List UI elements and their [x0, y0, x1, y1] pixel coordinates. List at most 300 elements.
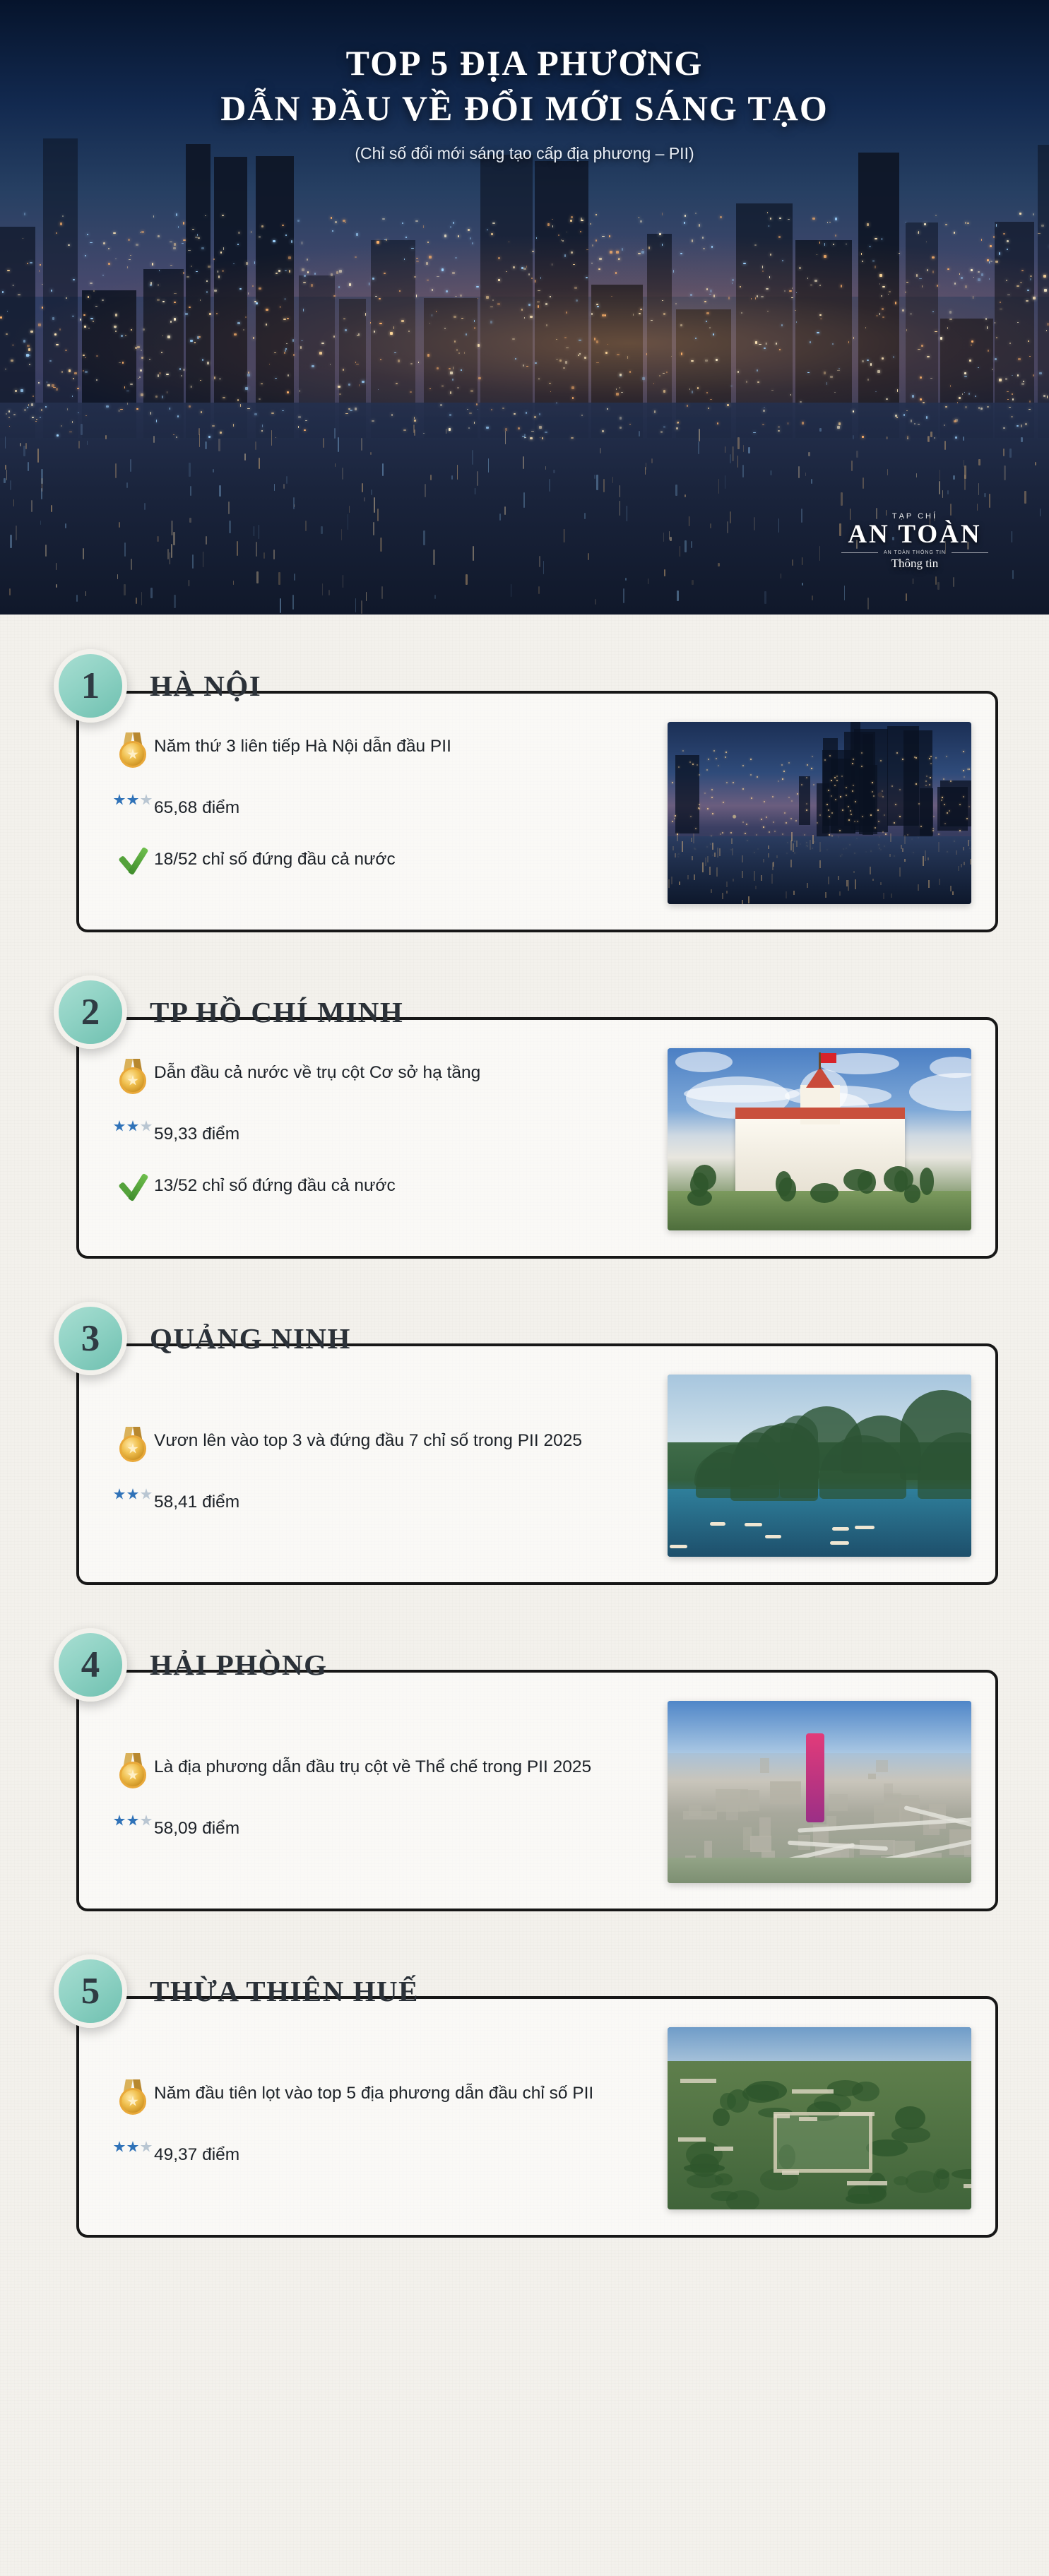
city-light	[24, 213, 26, 215]
city-light	[240, 404, 241, 407]
photo-reflection	[693, 833, 694, 843]
city-light	[995, 261, 998, 263]
city-light	[902, 309, 904, 312]
photo-urban-block	[829, 1794, 848, 1811]
water-reflection	[466, 574, 468, 585]
entry-header	[0, 973, 1049, 1051]
city-light	[571, 386, 574, 389]
city-light	[415, 220, 418, 222]
photo-light	[784, 812, 786, 814]
photo-reflection	[838, 876, 839, 880]
check-icon	[117, 845, 149, 875]
photo-light	[774, 831, 776, 832]
city-light	[663, 373, 665, 374]
photo-reflection	[880, 882, 882, 885]
city-light	[498, 279, 500, 282]
city-light	[838, 422, 841, 425]
water-reflection	[764, 591, 766, 604]
city-light	[62, 215, 64, 216]
city-light	[690, 294, 692, 296]
city-light	[518, 427, 520, 429]
water-reflection	[698, 441, 699, 454]
photo-light	[882, 796, 884, 797]
photo-karst	[780, 1415, 818, 1498]
water-reflection	[157, 536, 159, 542]
city-light	[283, 319, 286, 320]
photo-reflection	[786, 891, 787, 898]
photo-tree	[884, 1166, 913, 1191]
city-light	[528, 273, 529, 275]
city-light	[158, 374, 159, 377]
fact-icon-slot	[112, 1426, 154, 1464]
city-light	[454, 340, 456, 342]
photo-light	[872, 791, 873, 793]
water-reflection	[37, 449, 38, 463]
photo-light	[959, 830, 961, 831]
fact-list	[112, 1743, 653, 1841]
city-light	[922, 285, 923, 288]
water-reflection	[78, 441, 79, 449]
city-light	[453, 222, 454, 224]
photo-reflection	[904, 835, 906, 844]
city-light	[695, 338, 697, 339]
city-light	[832, 343, 833, 345]
city-light	[572, 397, 574, 399]
photo-light	[932, 828, 934, 829]
city-light	[732, 279, 734, 282]
city-light	[706, 392, 708, 393]
photo-reflection	[671, 877, 672, 885]
water-reflection	[856, 451, 858, 458]
fact-list	[112, 2069, 653, 2168]
city-light	[827, 222, 828, 223]
city-light	[757, 369, 759, 372]
city-light	[586, 249, 588, 251]
water-reflection	[218, 439, 220, 451]
city-light	[542, 437, 544, 439]
photo-light	[763, 826, 764, 828]
water-reflection	[906, 593, 907, 601]
city-light	[429, 256, 432, 259]
city-light	[954, 232, 955, 234]
water-reflection	[10, 480, 11, 490]
city-light	[478, 344, 480, 347]
photo-light	[716, 758, 717, 759]
city-light	[642, 249, 644, 250]
medal-icon	[117, 1753, 148, 1790]
city-light	[398, 360, 400, 362]
water-reflection	[801, 509, 802, 523]
fact-icon-slot	[112, 1120, 154, 1132]
city-light	[222, 215, 224, 216]
city-light	[1021, 270, 1024, 271]
logo-sub-text: Thông tin	[891, 557, 939, 570]
photo-light	[773, 821, 774, 823]
city-light	[538, 290, 540, 292]
photo-building	[714, 2147, 733, 2151]
water-reflection	[244, 453, 246, 461]
city-light	[680, 324, 682, 327]
city-light	[1021, 425, 1023, 427]
city-light	[646, 353, 647, 355]
city-light	[455, 296, 457, 297]
entry-card	[76, 1343, 998, 1585]
photo-cloud	[909, 1073, 971, 1111]
city-light	[478, 377, 481, 379]
photo-light	[790, 818, 792, 819]
photo-light	[885, 833, 887, 835]
city-light	[390, 332, 393, 335]
city-light	[530, 316, 533, 318]
photo-light	[807, 764, 808, 766]
photo-light	[935, 757, 937, 759]
water-reflection	[141, 592, 143, 606]
photo-image	[668, 1701, 971, 1883]
water-reflection	[819, 428, 822, 432]
photo-light	[836, 776, 838, 777]
fact-item	[112, 1120, 653, 1147]
city-light	[52, 317, 54, 320]
water-reflection	[664, 569, 665, 576]
fact-item	[112, 1171, 653, 1201]
city-light	[826, 382, 827, 385]
water-reflection	[1012, 570, 1014, 579]
city-light	[185, 313, 188, 315]
city-light	[841, 285, 842, 287]
photo-reflection	[755, 886, 757, 889]
city-light	[474, 422, 475, 424]
photo-light	[870, 814, 872, 816]
water-reflection	[523, 456, 524, 469]
city-light	[196, 271, 198, 272]
photo-reflection	[899, 867, 901, 877]
city-light	[149, 359, 151, 360]
city-light	[595, 239, 597, 242]
photo-reflection	[872, 879, 874, 881]
city-light	[96, 379, 97, 381]
water-reflection	[9, 588, 11, 595]
city-light	[408, 331, 410, 332]
city-light	[233, 424, 235, 427]
city-light	[24, 409, 25, 411]
water-reflection	[477, 471, 478, 487]
city-light	[602, 430, 604, 432]
photo-tree	[895, 2106, 925, 2130]
city-light	[84, 326, 86, 328]
photo-light	[764, 801, 765, 802]
photo-reflection	[742, 871, 743, 878]
water-reflection	[361, 600, 363, 615]
city-light	[996, 224, 997, 227]
city-light	[274, 352, 277, 353]
city-light	[467, 409, 469, 410]
city-light	[0, 316, 2, 319]
city-light	[940, 337, 943, 340]
city-light	[709, 294, 711, 295]
city-light	[136, 408, 138, 410]
city-light	[596, 362, 599, 363]
city-light	[720, 216, 722, 218]
city-light	[492, 222, 495, 224]
city-light	[416, 258, 418, 259]
water-reflection	[675, 485, 677, 496]
city-light	[659, 233, 661, 236]
fact-text: 65,68 điểm	[154, 798, 240, 817]
water-reflection	[228, 501, 230, 514]
water-reflection	[646, 463, 647, 470]
city-light	[331, 273, 333, 276]
water-reflection	[623, 588, 624, 604]
city-light	[423, 225, 425, 227]
city-light	[565, 361, 567, 364]
water-reflection	[770, 470, 771, 475]
city-light	[78, 412, 79, 413]
city-light	[246, 262, 248, 265]
medal-icon	[117, 732, 148, 769]
city-light	[237, 244, 239, 245]
photo-reflection	[848, 880, 849, 891]
city-light	[978, 271, 980, 273]
photo-tree	[776, 1171, 792, 1197]
city-light	[77, 388, 78, 389]
photo-light	[929, 758, 930, 759]
city-light	[552, 219, 553, 220]
photo-light	[835, 799, 836, 800]
water-reflection	[273, 550, 275, 559]
photo-light	[725, 752, 727, 753]
city-light	[770, 254, 771, 255]
photo-reflection	[679, 882, 680, 885]
city-light	[345, 329, 347, 331]
city-light	[36, 419, 37, 420]
water-reflection	[434, 595, 436, 599]
place-photo	[668, 722, 971, 904]
city-light	[192, 229, 194, 230]
water-reflection	[229, 521, 231, 533]
city-light	[889, 291, 891, 293]
city-light	[1030, 275, 1032, 276]
city-light	[528, 304, 531, 305]
photo-light	[880, 760, 882, 761]
city-light	[28, 404, 29, 406]
water-reflection	[596, 475, 598, 490]
water-reflection	[699, 429, 700, 441]
logo-rule-left-bar	[841, 552, 878, 553]
city-light	[906, 410, 907, 411]
city-light	[140, 369, 142, 372]
city-light	[862, 436, 864, 438]
city-light	[912, 395, 914, 398]
photo-light	[967, 768, 968, 770]
photo-reflection	[687, 875, 689, 879]
photo-reflection	[904, 859, 906, 862]
fact-text: Năm đầu tiên lọt vào top 5 địa phương dẫn đầu chỉ số PII	[154, 2084, 594, 2103]
city-light	[285, 235, 288, 236]
water-reflection	[916, 473, 917, 478]
water-reflection	[935, 576, 937, 584]
city-light	[140, 232, 141, 233]
water-reflection	[31, 500, 32, 512]
city-light	[450, 372, 453, 374]
photo-light	[672, 821, 673, 822]
city-light	[1019, 213, 1021, 215]
city-light	[131, 329, 133, 331]
city-light	[571, 437, 574, 438]
city-light	[514, 413, 516, 415]
logo-rule-right-bar	[952, 552, 988, 553]
water-reflection	[294, 574, 295, 581]
photo-light	[828, 809, 829, 811]
city-light	[6, 413, 7, 415]
photo-reflection	[870, 867, 871, 874]
city-light	[663, 390, 666, 392]
water-reflection	[423, 530, 425, 546]
city-light	[382, 218, 385, 220]
water-reflection	[76, 595, 78, 602]
water-reflection	[13, 499, 14, 507]
water-reflection	[778, 518, 779, 533]
city-light	[807, 372, 810, 373]
city-light	[882, 238, 883, 241]
city-light	[771, 390, 774, 391]
city-light	[32, 396, 34, 398]
city-light	[69, 432, 72, 433]
photo-reflection	[722, 893, 723, 898]
city-light	[42, 307, 43, 309]
city-light	[978, 407, 979, 409]
water-reflection	[819, 546, 821, 562]
water-reflection	[625, 578, 626, 581]
city-light	[233, 263, 235, 264]
city-light	[201, 411, 202, 412]
city-light	[532, 251, 534, 253]
place-name: HẢI PHÒNG	[150, 1649, 328, 1681]
city-light	[188, 250, 191, 251]
city-light	[999, 379, 1002, 381]
fact-text: 58,09 điểm	[154, 1819, 240, 1839]
city-light	[174, 302, 176, 303]
city-light	[72, 396, 73, 398]
rank-badge: 2	[54, 975, 127, 1049]
city-light	[662, 213, 663, 215]
photo-light	[899, 816, 901, 817]
city-light	[581, 415, 583, 417]
photo-reflection	[890, 833, 891, 842]
city-light	[162, 396, 163, 398]
city-light	[638, 253, 641, 254]
city-light	[999, 252, 1000, 255]
city-light	[515, 358, 516, 360]
city-light	[1012, 398, 1014, 401]
city-light	[1039, 372, 1042, 374]
city-light	[961, 277, 963, 279]
photo-cloud	[684, 1085, 800, 1103]
city-light	[384, 273, 386, 274]
city-light	[993, 236, 995, 238]
water-reflection	[867, 598, 869, 610]
place-photo	[668, 1375, 971, 1557]
water-reflection	[283, 484, 285, 489]
city-light	[990, 245, 992, 247]
city-light	[964, 372, 966, 374]
city-light	[450, 226, 451, 229]
city-light	[311, 284, 313, 287]
city-light	[814, 280, 817, 283]
city-light	[401, 320, 404, 322]
photo-image	[668, 722, 971, 904]
photo-boat	[670, 1545, 687, 1548]
water-reflection	[20, 443, 21, 446]
photo-reflection	[672, 846, 674, 850]
water-reflection	[504, 506, 506, 515]
photo-reflection	[855, 879, 856, 889]
check-icon	[117, 1172, 149, 1201]
city-light	[930, 378, 932, 379]
city-light	[835, 235, 836, 237]
city-light	[303, 282, 306, 284]
city-light	[497, 303, 500, 305]
photo-light	[711, 789, 713, 790]
city-light	[653, 383, 655, 384]
city-light	[954, 420, 956, 422]
medal-icon	[117, 2079, 148, 2116]
city-light	[709, 327, 711, 328]
city-light	[810, 341, 811, 343]
city-light	[40, 264, 42, 266]
water-reflection	[381, 586, 383, 599]
city-light	[262, 425, 263, 427]
city-light	[173, 434, 174, 435]
city-light	[896, 417, 898, 418]
city-light	[950, 385, 952, 387]
city-light	[545, 432, 547, 433]
water-reflection	[913, 578, 914, 584]
city-light	[906, 329, 908, 331]
city-light	[924, 223, 925, 225]
water-reflection	[978, 459, 980, 465]
photo-reflection	[819, 860, 821, 868]
fact-item	[112, 1752, 653, 1790]
water-reflection	[190, 486, 191, 496]
photo-reflection	[950, 886, 952, 891]
water-reflection	[85, 591, 86, 596]
water-reflection	[953, 475, 955, 480]
city-light	[27, 263, 28, 265]
photo-reflection	[961, 864, 962, 867]
city-light	[450, 391, 451, 394]
city-light	[877, 315, 878, 317]
city-light	[245, 316, 246, 318]
city-light	[947, 268, 950, 270]
photo-light	[877, 809, 879, 811]
water-reflection	[206, 536, 207, 545]
photo-reflection	[839, 891, 841, 896]
stars-icon	[114, 1488, 153, 1500]
rank-badge: 1	[54, 649, 127, 723]
city-light	[13, 414, 16, 415]
photo-light	[699, 804, 700, 805]
photo-boat	[830, 1541, 848, 1545]
photo-light	[852, 763, 853, 764]
city-light	[402, 222, 403, 224]
city-light	[307, 259, 308, 260]
city-light	[759, 344, 761, 345]
water-reflection	[475, 488, 476, 494]
city-light	[778, 427, 780, 428]
fact-item	[112, 2140, 653, 2168]
city-light	[580, 231, 581, 232]
city-light	[648, 247, 650, 249]
